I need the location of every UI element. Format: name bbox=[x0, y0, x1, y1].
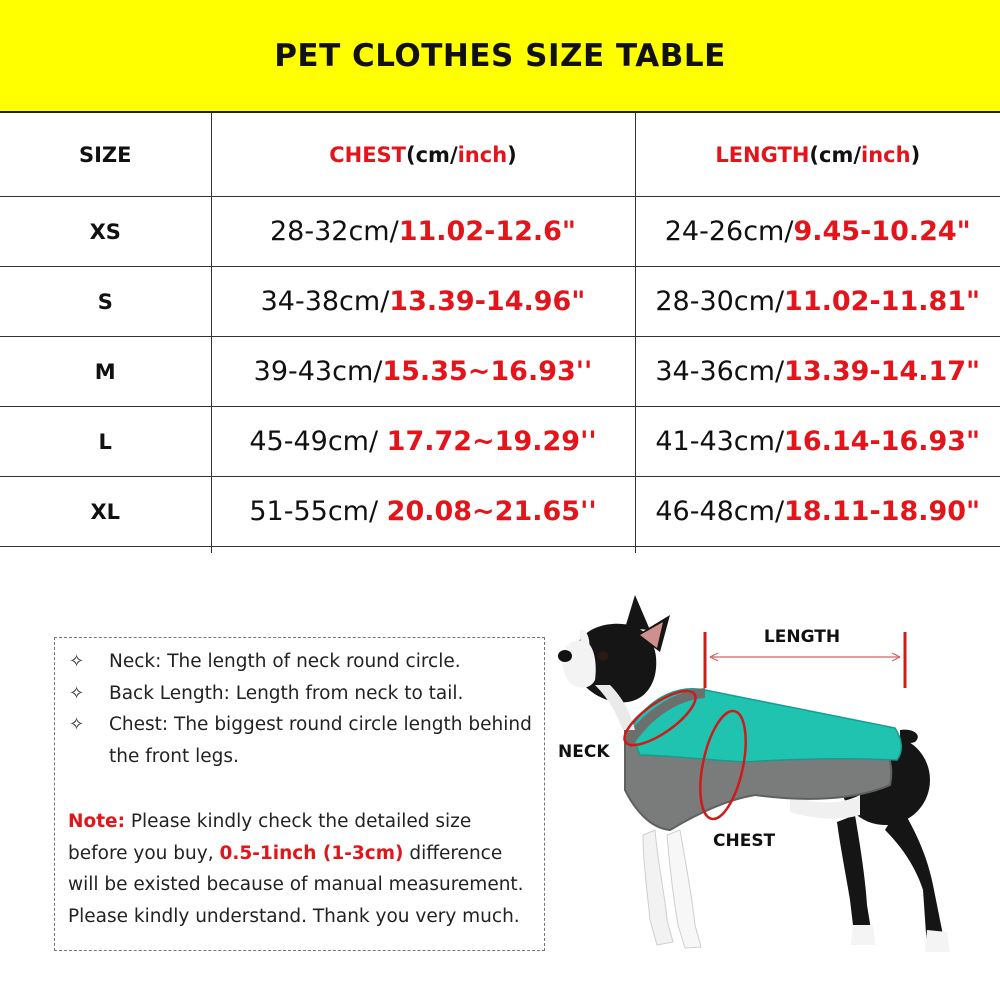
list-item: ✧ Back Length: Length from neck to tail. bbox=[55, 678, 544, 710]
chest-cell: 28-32cm/11.02-12.6" bbox=[211, 197, 635, 267]
table-header-row bbox=[0, 113, 1000, 197]
note-label: Note: bbox=[68, 811, 125, 832]
chest-cell: 45-49cm/ 17.72~19.29'' bbox=[211, 407, 635, 477]
table-row bbox=[0, 337, 1000, 407]
dog-illustration bbox=[558, 595, 950, 952]
neck-label: NECK bbox=[558, 742, 610, 762]
list-item: ✧ Neck: The length of neck round circle. bbox=[55, 646, 544, 678]
size-cell: XS bbox=[0, 197, 211, 267]
chest-cell: 39-43cm/15.35~16.93'' bbox=[211, 337, 635, 407]
length-cell: 24-26cm/9.45-10.24" bbox=[635, 197, 1000, 267]
measurement-notes bbox=[54, 637, 545, 951]
header-chest-main: CHEST bbox=[329, 142, 406, 167]
chest-cell: 34-38cm/13.39-14.96" bbox=[211, 267, 635, 337]
table-row bbox=[0, 477, 1000, 547]
sparkle-bullet-icon: ✧ bbox=[69, 651, 85, 672]
chest-label: CHEST bbox=[713, 831, 776, 851]
length-cell: 34-36cm/13.39-14.17" bbox=[635, 337, 1000, 407]
chest-cell: 51-55cm/ 20.08~21.65'' bbox=[211, 477, 635, 547]
size-note: Note: Please kindly check the detailed size before you buy, 0.5-1inch (1-3cm) difference will be existed because of manual measurement. Please kindly understand. Thank you very much. bbox=[68, 811, 524, 927]
table-row bbox=[0, 197, 1000, 267]
header-chest: CHEST(cm/inch) bbox=[211, 113, 635, 197]
size-cell: M bbox=[0, 337, 211, 407]
length-cell: 46-48cm/18.11-18.90" bbox=[635, 477, 1000, 547]
length-cell: 41-43cm/16.14-16.93" bbox=[635, 407, 1000, 477]
size-cell: S bbox=[0, 267, 211, 337]
page-title: PET CLOTHES SIZE TABLE bbox=[274, 37, 726, 74]
table-row bbox=[0, 267, 1000, 337]
dog-measurement-diagram bbox=[555, 590, 1000, 980]
sparkle-bullet-icon: ✧ bbox=[69, 714, 85, 735]
size-table bbox=[0, 113, 1000, 553]
sparkle-bullet-icon: ✧ bbox=[69, 682, 85, 704]
length-label: LENGTH bbox=[763, 627, 841, 647]
header-length-main: LENGTH bbox=[715, 142, 810, 167]
header-length: LENGTH(cm/inch) bbox=[635, 113, 1000, 197]
table-cut-row bbox=[0, 547, 1000, 554]
size-cell: XL bbox=[0, 477, 211, 547]
table-row bbox=[0, 407, 1000, 477]
header-size: SIZE bbox=[0, 113, 211, 197]
length-cell: 28-30cm/11.02-11.81" bbox=[635, 267, 1000, 337]
title-banner bbox=[0, 0, 1000, 113]
size-cell: L bbox=[0, 407, 211, 477]
measurement-list bbox=[55, 646, 544, 772]
list-item: ✧ Chest: The biggest round circle length behind the front legs. bbox=[55, 709, 544, 772]
note-highlight: 0.5-1inch (1-3cm) bbox=[219, 842, 404, 864]
